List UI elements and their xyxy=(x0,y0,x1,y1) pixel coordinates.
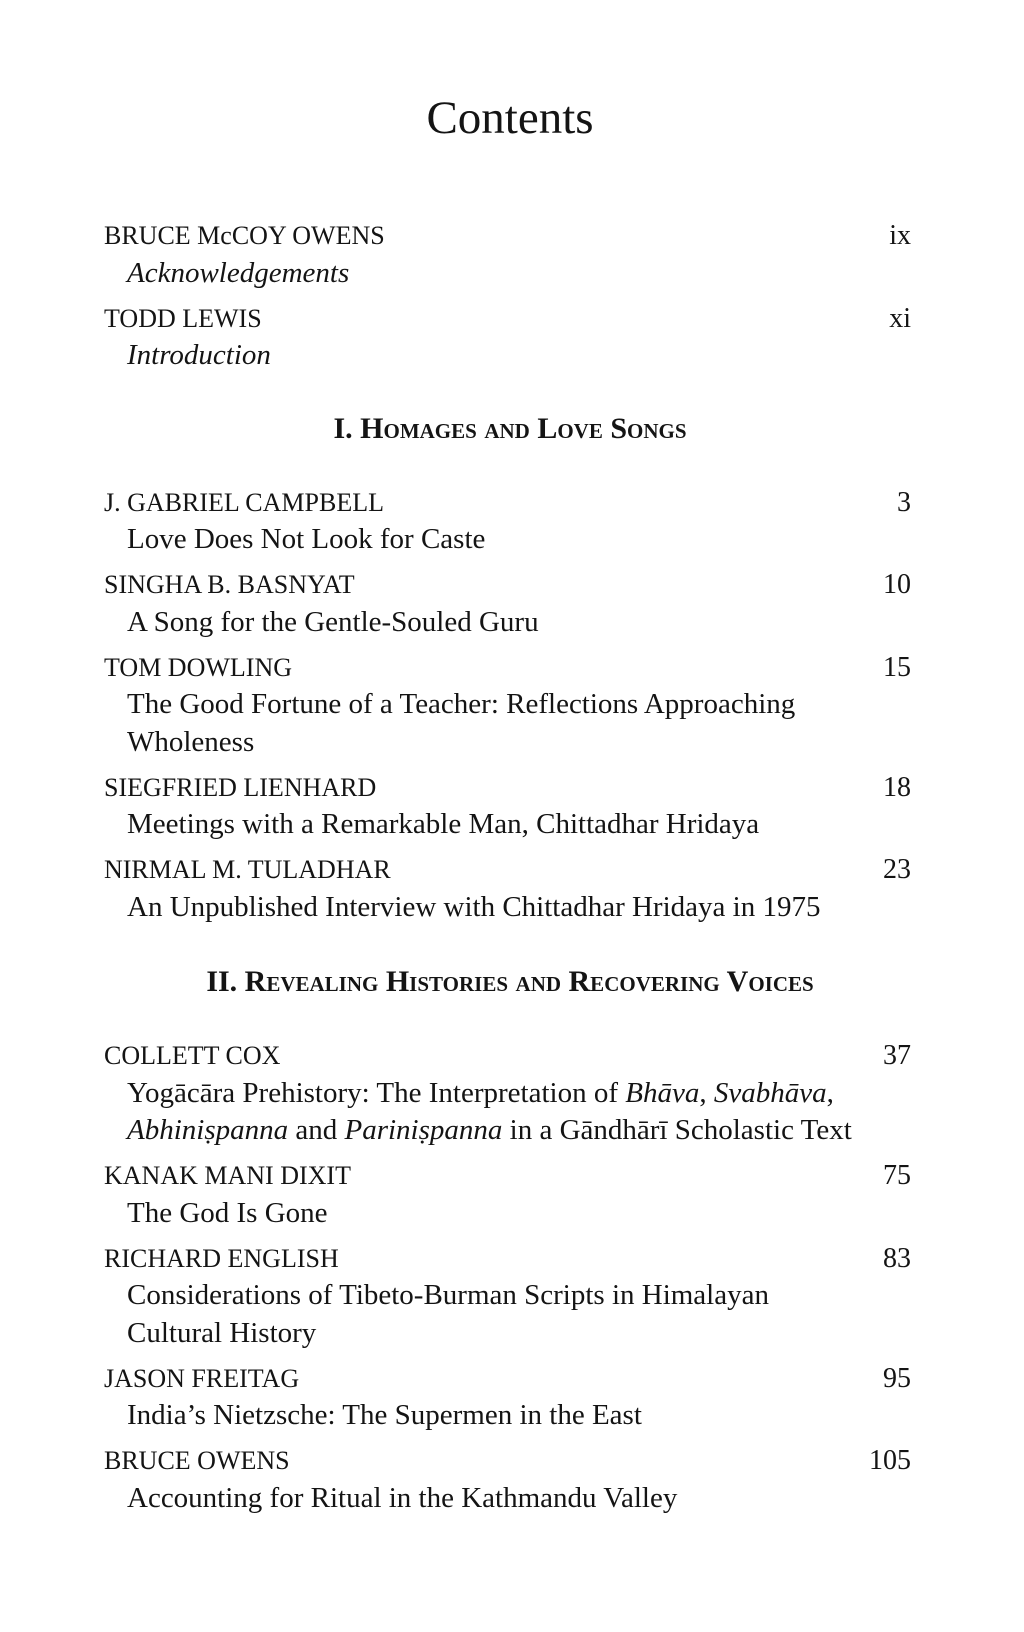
italic-term: Bhāva xyxy=(625,1076,700,1109)
section-heading: I. Homages and Love Songs xyxy=(333,411,687,445)
page-number: 83 xyxy=(883,1242,911,1274)
toc-entry xyxy=(104,566,911,641)
toc-entry xyxy=(104,649,911,762)
title-segment: , xyxy=(826,1076,834,1109)
author-name: BRUCE OWENS xyxy=(104,1446,290,1476)
chapter-title: Introduction xyxy=(127,339,271,372)
chapter-title-line: Cultural History xyxy=(127,1316,317,1349)
author-name: TOM DOWLING xyxy=(104,652,292,682)
page-title: Contents xyxy=(426,92,594,144)
section-heading: II. Revealing Histories and Recovering Voices xyxy=(206,965,814,999)
author-name: J. GABRIEL CAMPBELL xyxy=(104,487,384,517)
table-of-contents xyxy=(104,217,911,1525)
chapter-title-line: Meetings with a Remarkable Man, Chittadhar Hridaya xyxy=(127,808,760,841)
chapter-title-line: India’s Nietzsche: The Supermen in the East xyxy=(127,1399,642,1432)
author-line xyxy=(104,484,911,522)
author-line xyxy=(104,566,911,604)
author-line xyxy=(104,1442,911,1480)
title-segment: and xyxy=(288,1114,345,1147)
author-line xyxy=(104,1240,911,1278)
toc-entry xyxy=(104,1360,911,1435)
chapter-title-line: Considerations of Tibeto-Burman Scripts in Himalayan xyxy=(127,1279,769,1312)
chapter-title: Acknowledgements xyxy=(127,256,350,289)
author-line xyxy=(104,851,911,889)
chapter-title-line: A Song for the Gentle-Souled Guru xyxy=(127,605,539,638)
italic-term: Svabhāva xyxy=(713,1076,827,1109)
toc-entry xyxy=(104,300,911,375)
author-name: SIEGFRIED LIENHARD xyxy=(104,772,377,802)
chapter-title-line: Love Does Not Look for Caste xyxy=(127,523,486,556)
page-number: 95 xyxy=(883,1362,911,1394)
toc-entry xyxy=(104,1240,911,1353)
chapter-title-line: Accounting for Ritual in the Kathmandu Valley xyxy=(127,1481,678,1514)
page-number: xi xyxy=(889,302,911,334)
toc-entry xyxy=(104,769,911,844)
page-number: 3 xyxy=(897,486,911,518)
toc-entry xyxy=(104,851,911,926)
toc-entry xyxy=(104,1157,911,1232)
author-line xyxy=(104,1037,911,1075)
italic-term: Pariniṣpanna xyxy=(344,1114,503,1147)
page-number: 105 xyxy=(869,1445,911,1477)
author-line xyxy=(104,300,911,338)
toc-entry xyxy=(104,484,911,559)
page-number: 18 xyxy=(883,771,911,803)
author-name: KANAK MANI DIXIT xyxy=(104,1161,351,1191)
page-number: 37 xyxy=(883,1040,911,1072)
chapter-title-line: The God Is Gone xyxy=(127,1196,328,1229)
chapter-title-line xyxy=(104,1075,911,1113)
italic-term: Abhiniṣpanna xyxy=(127,1114,289,1147)
author-name: SINGHA B. BASNYAT xyxy=(104,570,355,600)
toc-entry xyxy=(104,217,911,292)
page-number: 75 xyxy=(883,1160,911,1192)
page-number: 15 xyxy=(883,651,911,683)
author-line xyxy=(104,769,911,807)
toc-entry xyxy=(104,1037,911,1150)
title-segment: Yogācāra Prehistory: The Interpretation of xyxy=(127,1076,626,1109)
author-line xyxy=(104,1360,911,1398)
chapter-title-line xyxy=(104,1112,911,1150)
title-segment: , xyxy=(699,1076,714,1109)
author-line xyxy=(104,217,911,255)
page-number: 23 xyxy=(883,854,911,886)
author-name: JASON FREITAG xyxy=(104,1363,300,1393)
chapter-title-line: An Unpublished Interview with Chittadhar Hridaya in 1975 xyxy=(127,890,821,923)
author-line xyxy=(104,649,911,687)
author-name: RICHARD ENGLISH xyxy=(104,1243,339,1273)
page-number: ix xyxy=(889,220,911,252)
author-name: BRUCE McCOY OWENS xyxy=(104,221,385,251)
chapter-title-line: Wholeness xyxy=(127,725,255,758)
title-segment: in a Gāndhārī Scholastic Text xyxy=(502,1114,852,1147)
toc-entry xyxy=(104,1442,911,1517)
author-name: NIRMAL M. TULADHAR xyxy=(104,855,391,885)
page-number: 10 xyxy=(883,569,911,601)
author-line xyxy=(104,1157,911,1195)
author-name: TODD LEWIS xyxy=(104,303,262,333)
chapter-title-line: The Good Fortune of a Teacher: Reflections Approaching xyxy=(127,688,796,721)
author-name: COLLETT COX xyxy=(104,1041,281,1071)
